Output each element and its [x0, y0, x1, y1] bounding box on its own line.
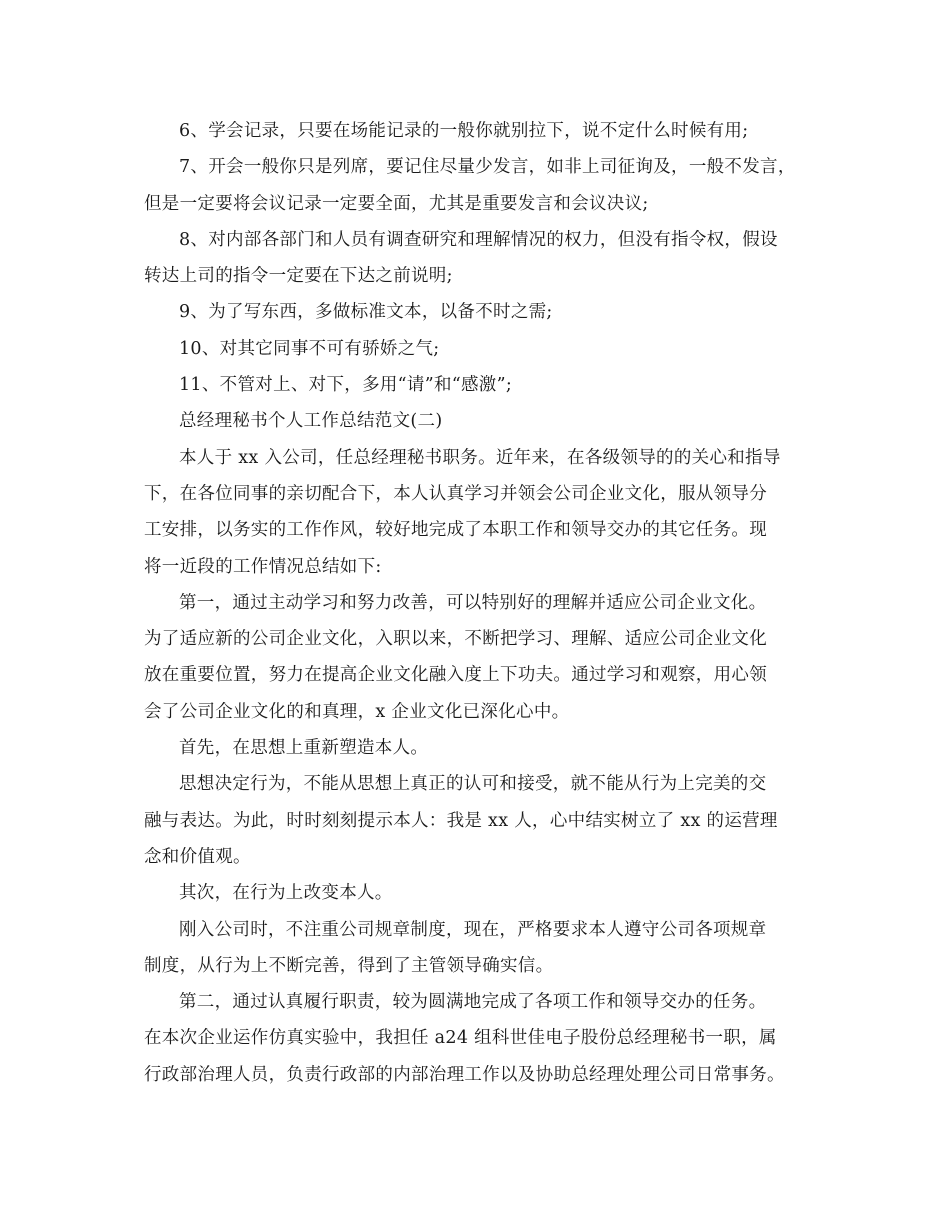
text-line: 下，在各位同事的亲切配合下，本人认真学习并领会公司企业文化，服从领导分 [144, 483, 767, 504]
paragraph [144, 585, 814, 730]
paragraph [144, 294, 814, 330]
text-line: 第二，通过认真履行职责，较为圆满地完成了各项工作和领导交办的任务。 [179, 992, 767, 1013]
text-line: 念和价值观。 [144, 846, 251, 867]
paragraph [144, 912, 814, 985]
text-line: 但是一定要将会议记录一定要全面，尤其是重要发言和会议决议; [144, 193, 649, 214]
text-line: 9、为了写东西，多做标准文本，以备不时之需; [179, 302, 553, 323]
text-line: 转达上司的指令一定要在下达之前说明; [144, 266, 453, 287]
paragraph [144, 222, 814, 295]
paragraph [144, 113, 814, 149]
paragraph [144, 403, 814, 439]
paragraph [144, 440, 814, 585]
paragraph [144, 984, 814, 1093]
text-line: 刚入公司时，不注重公司规章制度，现在，严格要求本人遵守公司各项规章 [179, 919, 767, 940]
text-line: 融与表达。为此，时时刻刻提示本人：我是 xx 人，心中结实树立了 xx 的运营理 [144, 810, 778, 831]
paragraph [144, 367, 814, 403]
text-line: 会了公司企业文化的和真理，x 企业文化已深化心中。 [144, 701, 570, 722]
paragraph [144, 766, 814, 875]
text-line: 制度，从行为上不断完善，得到了主管领导确实信。 [144, 955, 554, 976]
text-line: 11、不管对上、对下，多用“请”和“感激”; [179, 375, 513, 396]
document-body [144, 113, 814, 1093]
text-line: 8、对内部各部门和人员有调查研究和理解情况的权力，但没有指令权，假设 [179, 229, 778, 250]
text-line: 行政部治理人员，负责行政部的内部治理工作以及协助总经理处理公司日常事务。 [144, 1064, 785, 1085]
text-line: 在本次企业运作仿真实验中，我担任 a24 组科世佳电子股份总经理秘书一职，属 [144, 1028, 777, 1049]
text-line: 10、对其它同事不可有骄娇之气; [179, 338, 440, 359]
text-line: 总经理秘书个人工作总结范文(二) [179, 411, 443, 432]
text-line: 7、开会一般你只是列席，要记住尽量少发言，如非上司征询及，一般不发言， [179, 157, 796, 178]
text-line: 第一，通过主动学习和努力改善，可以特别好的理解并适应公司企业文化。 [179, 592, 767, 613]
text-line: 工安排，以务实的工作作风，较好地完成了本职工作和领导交办的其它任务。现 [144, 520, 767, 541]
paragraph [144, 331, 814, 367]
paragraph [144, 875, 814, 911]
text-line: 放在重要位置，努力在提高企业文化融入度上下功夫。通过学习和观察，用心领 [144, 665, 767, 686]
text-line: 首先，在思想上重新塑造本人。 [179, 738, 429, 759]
text-line: 其次，在行为上改变本人。 [179, 883, 393, 904]
text-line: 6、学会记录，只要在场能记录的一般你就别拉下，说不定什么时候有用; [179, 121, 749, 141]
text-line: 思想决定行为，不能从思想上真正的认可和接受，就不能从行为上完美的交 [179, 774, 767, 795]
paragraph [144, 730, 814, 766]
text-line: 为了适应新的公司企业文化，入职以来，不断把学习、理解、适应公司企业文化 [144, 629, 767, 650]
text-line: 本人于 xx 入公司，任总经理秘书职务。近年来，在各级领导的的关心和指导 [179, 447, 781, 468]
paragraph [144, 149, 814, 222]
text-line: 将一近段的工作情况总结如下: [144, 556, 382, 577]
